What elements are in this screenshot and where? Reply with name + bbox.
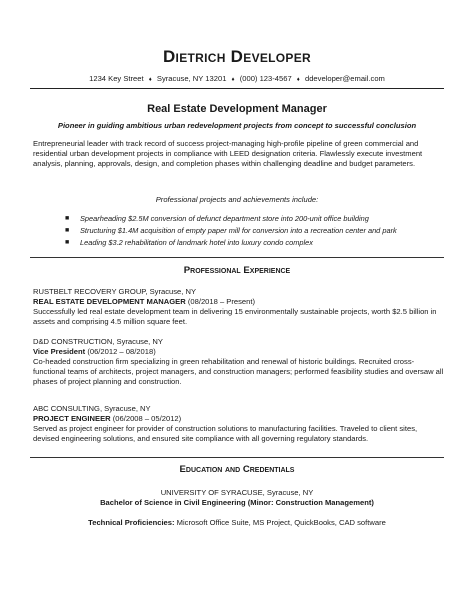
separator-icon: ♦ bbox=[231, 77, 235, 83]
job-dates: (08/2018 – Present) bbox=[187, 297, 255, 306]
school-name: UNIVERSITY OF SYRACUSE, Syracuse, NY bbox=[160, 488, 314, 497]
city: Syracuse, NY 13201 bbox=[156, 74, 227, 83]
job-description: Successfully led real estate development team in delivering 15 environmentally sustainable projects, worth $2.5 billion in assets and comprising 4.5 million square feet. bbox=[33, 307, 437, 326]
list-item bbox=[60, 213, 397, 225]
experience-heading: Professional Experience bbox=[183, 265, 291, 276]
achievement-text: Spearheading $2.5M conversion of defunct department store into 200-unit office building bbox=[80, 214, 369, 223]
achievements-intro: Professional projects and achievements include: bbox=[155, 195, 319, 204]
job-description: Co-headed construction firm specializing in green rehabilitation and renewal of historic buildings. Recruited cross-functional teams of architects, project managers, and construction managers; performed feasibility studies and oversaw all phases of project planning and construction. bbox=[33, 357, 444, 386]
job-title bbox=[33, 347, 445, 357]
list-item bbox=[60, 237, 397, 249]
address: 1234 Key Street bbox=[89, 74, 144, 83]
education-block bbox=[0, 488, 474, 508]
separator-icon: ♦ bbox=[148, 77, 152, 83]
job-company: D&D CONSTRUCTION, Syracuse, NY bbox=[33, 337, 163, 346]
header-divider bbox=[30, 88, 444, 89]
job-entry bbox=[33, 337, 445, 387]
headline: Real Estate Development Manager bbox=[147, 103, 327, 115]
summary-paragraph: Entrepreneurial leader with track record of success project-managing high-profile pipeline of green commercial and residential urban development projects in compliance with LEED designation criteria. Flawlessly execute investment analysis, planning, approvals, design, and completion phases within challenging deadline and budget parameters. bbox=[33, 139, 423, 168]
job-entry bbox=[33, 404, 445, 444]
section-divider bbox=[30, 457, 444, 458]
job-title-text: PROJECT ENGINEER bbox=[33, 414, 111, 423]
separator-icon: ♦ bbox=[296, 77, 300, 83]
job-company: ABC CONSULTING, Syracuse, NY bbox=[33, 404, 151, 413]
job-title bbox=[33, 297, 445, 307]
tech-label: Technical Proficiencies: bbox=[88, 518, 175, 527]
achievement-text: Structuring $1.4M acquisition of empty paper mill for conversion into a recreation center and park bbox=[80, 226, 397, 235]
job-title-text: Vice President bbox=[33, 347, 86, 356]
job-description: Served as project engineer for provider of construction solutions to manufacturing facilities. Traveled to client sites, devised engineering solutions, and ensured site compliance with all governing regulatory standards. bbox=[33, 424, 418, 443]
job-entry bbox=[33, 287, 445, 327]
bullet-icon: ■ bbox=[65, 227, 70, 234]
job-title bbox=[33, 414, 445, 424]
tagline: Pioneer in guiding ambitious urban redevelopment projects from concept to successful conclusion bbox=[57, 121, 417, 130]
candidate-name: Dietrich Developer bbox=[162, 47, 312, 66]
contact-line bbox=[0, 74, 474, 83]
job-dates: (06/2008 – 05/2012) bbox=[112, 414, 182, 423]
achievement-text: Leading $3.2 rehabilitation of landmark hotel into luxury condo complex bbox=[80, 238, 313, 247]
achievements-list bbox=[60, 213, 397, 249]
degree: Bachelor of Science in Civil Engineering (Minor: Construction Management) bbox=[100, 498, 374, 507]
list-item bbox=[60, 225, 397, 237]
phone: (000) 123-4567 bbox=[239, 74, 292, 83]
job-company: RUSTBELT RECOVERY GROUP, Syracuse, NY bbox=[33, 287, 197, 296]
section-divider bbox=[30, 257, 444, 258]
bullet-icon: ■ bbox=[65, 215, 70, 222]
job-title-text: REAL ESTATE DEVELOPMENT MANAGER bbox=[33, 297, 186, 306]
tech-value: Microsoft Office Suite, MS Project, QuickBooks, CAD software bbox=[176, 518, 386, 527]
education-heading: Education and Credentials bbox=[179, 464, 295, 475]
bullet-icon: ■ bbox=[65, 239, 70, 246]
job-dates: (06/2012 – 08/2018) bbox=[87, 347, 156, 356]
technical-proficiencies bbox=[0, 518, 474, 527]
email: ddeveloper@email.com bbox=[304, 74, 385, 83]
